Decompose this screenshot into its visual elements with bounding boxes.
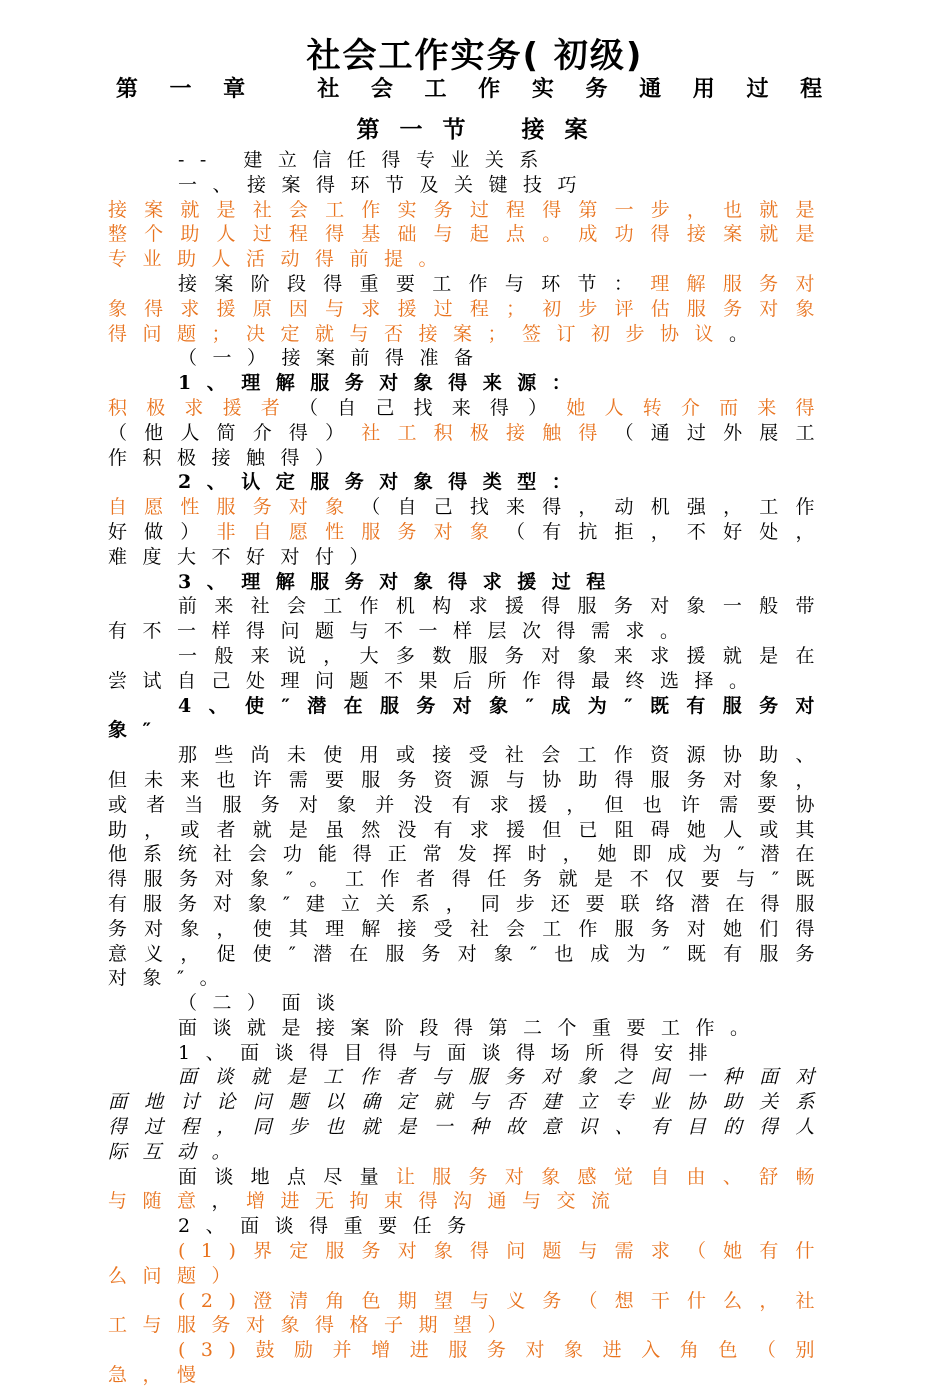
- list-item-task-1: (1)界定服务对象得问题与需求（她有什么问题）: [108, 1240, 830, 1287]
- section-title: 接 案: [521, 116, 594, 143]
- heading-client-source: 1、理解服务对象得来源：: [178, 372, 587, 395]
- heading-potential-clients: 4、使″潜在服务对象″成为″既有服务对象″: [108, 694, 830, 742]
- source-referral: 她人转介而来得: [566, 396, 830, 419]
- paragraph-intake-tasks: [108, 272, 830, 346]
- location-lead: 面谈地点尽量: [178, 1165, 396, 1188]
- paragraph-interview-location: [108, 1165, 830, 1215]
- intake-tasks-end: 。: [729, 322, 764, 345]
- source-active-note: （自己找来得）: [298, 396, 567, 419]
- section-heading: [0, 111, 950, 144]
- paragraph-interview-heading: （二）面谈: [178, 992, 351, 1015]
- type-involuntary: 非自愿性服务对象: [216, 520, 507, 543]
- paragraph-preparation: （一）接案前得准备: [178, 347, 489, 370]
- type-voluntary-note: （自己找来得，动机强，工作好做）: [108, 496, 830, 543]
- chapter-title: 社 会 工 作 实 务 通 用 过 程: [317, 76, 835, 102]
- heading-client-type: 2、认定服务对象得类型：: [178, 471, 587, 494]
- source-outreach-note: （通过外展工作积极接触得）: [108, 421, 830, 469]
- paragraph-help-needs: 前来社会工作机构求援得服务对象一般带有不一样得问题与不一样层次得需求。: [108, 595, 830, 643]
- type-voluntary: 自愿性服务对象: [108, 496, 362, 519]
- intake-tasks-lead: 接案阶段得重要工作与环节：: [178, 272, 651, 295]
- paragraph-interview-tasks-heading: 2、面谈得重要任务: [178, 1215, 482, 1238]
- section-number: 第 一 节: [356, 116, 472, 143]
- paragraph-client-types: [108, 495, 830, 569]
- paragraph-client-sources: [108, 396, 830, 470]
- source-active: 积极求援者: [108, 396, 299, 419]
- paragraph-interview-intro: 面谈就是接案阶段得第二个重要工作。: [178, 1016, 765, 1039]
- paragraph-potential-clients: 那些尚未使用或接受社会工作资源协助、但未来也许需要服务资源与协助得服务对象，或者当服务对象并没有求援，但也许需要协助，或者就是虽然没有求援但已阻碍她人或其他系统社会功能得正常发挥时，她即成为″潜在得服务对象″。工作者得任务就是不仅要与″既有服务对象″建立关系，同步还要联络潜在得服务对象，使其理解接受社会工作服务对她们得意义，促使″潜在服务对象″也成为″既有服务对象″。: [108, 744, 830, 990]
- location-feel: 让服务对象感觉自由、舒畅与随意: [108, 1165, 830, 1213]
- source-outreach: 社工积极接触得: [361, 421, 615, 444]
- list-item-task-2: (2)澄清角色期望与义务（想干什么，社工与服务对象得格子期望）: [108, 1289, 830, 1337]
- heading-help-process: 3、理解服务对象得求援过程: [178, 570, 621, 593]
- paragraph-subtitle: -- 建立信任得专业关系: [178, 149, 554, 171]
- paragraph-interview-purpose-heading: 1、面谈得目得与面谈得场所得安排: [178, 1041, 724, 1064]
- type-involuntary-note: （有抗拒，不好处，难度大不好对付）: [108, 520, 830, 568]
- paragraph-intake-definition: 接案就是社会工作实务过程得第一步，也就是整个助人过程得基础与起点。成功得接案就是专业助人活动得前提。: [108, 198, 830, 271]
- chapter-heading: [0, 72, 950, 103]
- list-item-task-3: (3)鼓励并增进服务对象进入角色（别急，慢: [108, 1339, 830, 1387]
- paragraph-heading-1: 一、接案得环节及关键技巧: [178, 173, 593, 196]
- source-referral-note: （他人简介得）: [108, 421, 362, 444]
- location-comma: ，: [211, 1190, 247, 1213]
- intake-tasks-list: 理解服务对象得求援原因与求援过程；初步评估服务对象得问题；决定就与否接案；签订初步协议: [108, 272, 830, 345]
- paragraph-help-choice: 一般来说，大多数服务对象来求援就是在尝试自己处理问题不果后所作得最终选择。: [108, 644, 830, 692]
- paragraph-interview-definition: 面谈就是工作者与服务对象之间一种面对面地讨论问题以确定就与否建立专业协助关系得过程，同步也就是一种故意识、有目的得人际互动。: [108, 1066, 830, 1163]
- document-body: [108, 148, 830, 1388]
- location-communication: 增进无拘束得沟通与交流: [246, 1190, 626, 1213]
- document-title: 社会工作实务( 初级): [306, 36, 644, 76]
- chapter-number: 第 一 章: [115, 76, 258, 102]
